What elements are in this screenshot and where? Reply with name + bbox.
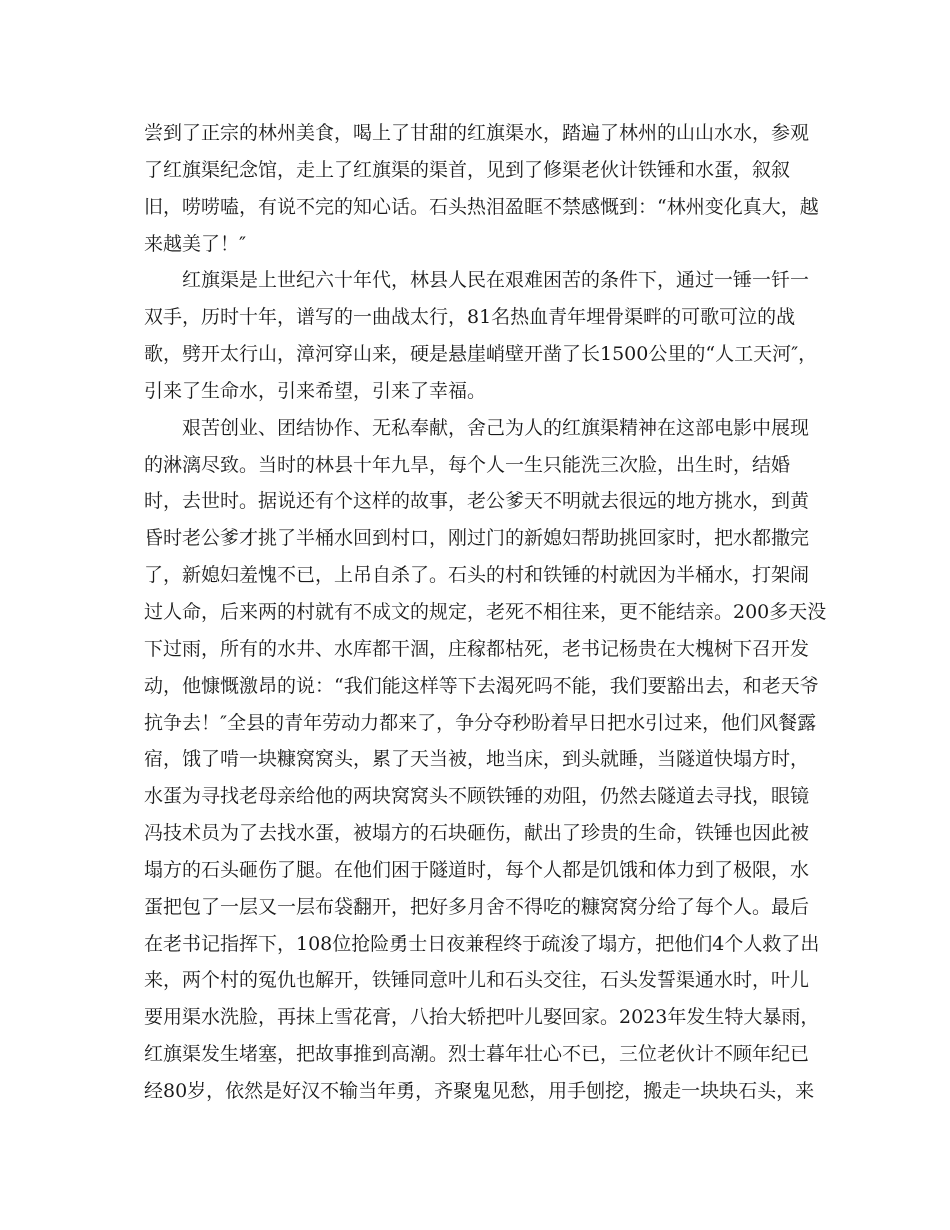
text-line: 昏时老公爹才挑了半桶水回到村口，刚过门的新媳妇帮助挑回家时，把水都撒完 xyxy=(144,527,810,550)
text-line: 下过雨，所有的水井、水库都干涸，庄稼都枯死，老书记杨贵在大槐树下召开发 xyxy=(144,637,810,660)
text-line: 蛋把包了一层又一层布袋翻开，把好多月舍不得吃的糠窝窝分给了每个人。最后 xyxy=(144,895,810,918)
text-line: 宿，饿了啃一块糠窝窝头，累了天当被，地当床，到头就睡，当隧道快塌方时， xyxy=(144,748,810,771)
body-text xyxy=(144,115,827,1110)
text-line: 要用渠水洗脸，再抹上雪花膏，八抬大轿把叶儿娶回家。2023年发生特大暴雨， xyxy=(144,1006,820,1029)
text-line: 水蛋为寻找老母亲给他的两块窝窝头不顾铁锤的劝阻，仍然去隧道去寻找，眼镜 xyxy=(144,785,810,808)
text-line: 尝到了正宗的林州美食，喝上了甘甜的红旗渠水，踏遍了林州的山山水水，参观 xyxy=(144,122,810,144)
text-line: 来越美了！″ xyxy=(144,232,247,255)
text-line: 在老书记指挥下，108位抢险勇士日夜兼程终于疏浚了塌方，把他们4个人救了出 xyxy=(144,932,820,955)
text-line: 旧，唠唠嗑，有说不完的知心话。石头热泪盈眶不禁感慨到：“林州变化真大，越 xyxy=(144,195,819,218)
text-line: 的淋漓尽致。当时的林县十年九旱，每个人一生只能洗三次脸，出生时，结婚 xyxy=(144,453,791,476)
text-line: 抗争去！″全县的青年劳动力都来了，争分夺秒盼着早日把水引过来，他们风餐露 xyxy=(144,711,817,734)
text-line: 过人命，后来两的村就有不成文的规定，老死不相往来，更不能结亲。200多天没 xyxy=(144,600,827,623)
text-line: 时，去世时。据说还有个这样的故事，老公爹天不明就去很远的地方挑水，到黄 xyxy=(144,490,810,513)
text-line: 动，他慷慨激昂的说：“我们能这样等下去渴死吗不能，我们要豁出去，和老天爷 xyxy=(144,674,819,697)
paragraph-1 xyxy=(144,115,819,262)
text-line: 了红旗渠纪念馆，走上了红旗渠的渠首，见到了修渠老伙计铁锤和水蛋，叙叙 xyxy=(144,158,791,181)
text-line: 经80岁，依然是好汉不输当年勇，齐聚鬼见愁，用手刨挖，搬走一块块石头，来 xyxy=(144,1079,815,1102)
text-line: 冯技术员为了去找水蛋，被塌方的石块砸伤，献出了珍贵的生命，铁锤也因此被 xyxy=(144,822,810,845)
text-line: 塌方的石头砸伤了腿。在他们困于隧道时，每个人都是饥饿和体力到了极限，水 xyxy=(144,858,810,881)
paragraph-3 xyxy=(144,410,827,1110)
text-line: 红旗渠发生堵塞，把故事推到高潮。烈士暮年壮心不已，三位老伙计不顾年纪已 xyxy=(144,1043,810,1066)
text-line: 红旗渠是上世纪六十年代，林县人民在艰难困苦的条件下，通过一锤一钎一 xyxy=(182,269,810,292)
paragraph-2 xyxy=(144,262,818,409)
text-line: 艰苦创业、团结协作、无私奉献，舍己为人的红旗渠精神在这部电影中展现 xyxy=(182,416,810,439)
text-line: 引来了生命水，引来希望，引来了幸福。 xyxy=(144,379,487,402)
text-line: 歌，劈开太行山，漳河穿山来，硬是悬崖峭壁开凿了长1500公里的“人工天河″， xyxy=(144,343,818,366)
text-line: 双手，历时十年，谱写的一曲战太行，81名热血青年埋骨渠畔的可歌可泣的战 xyxy=(144,306,796,329)
text-line: 来，两个村的冤仇也解开，铁锤同意叶儿和石头交往，石头发誓渠通水时，叶儿 xyxy=(144,969,810,992)
text-line: 了，新媳妇羞愧不已，上吊自杀了。石头的村和铁锤的村就因为半桶水，打架闹 xyxy=(144,564,810,587)
